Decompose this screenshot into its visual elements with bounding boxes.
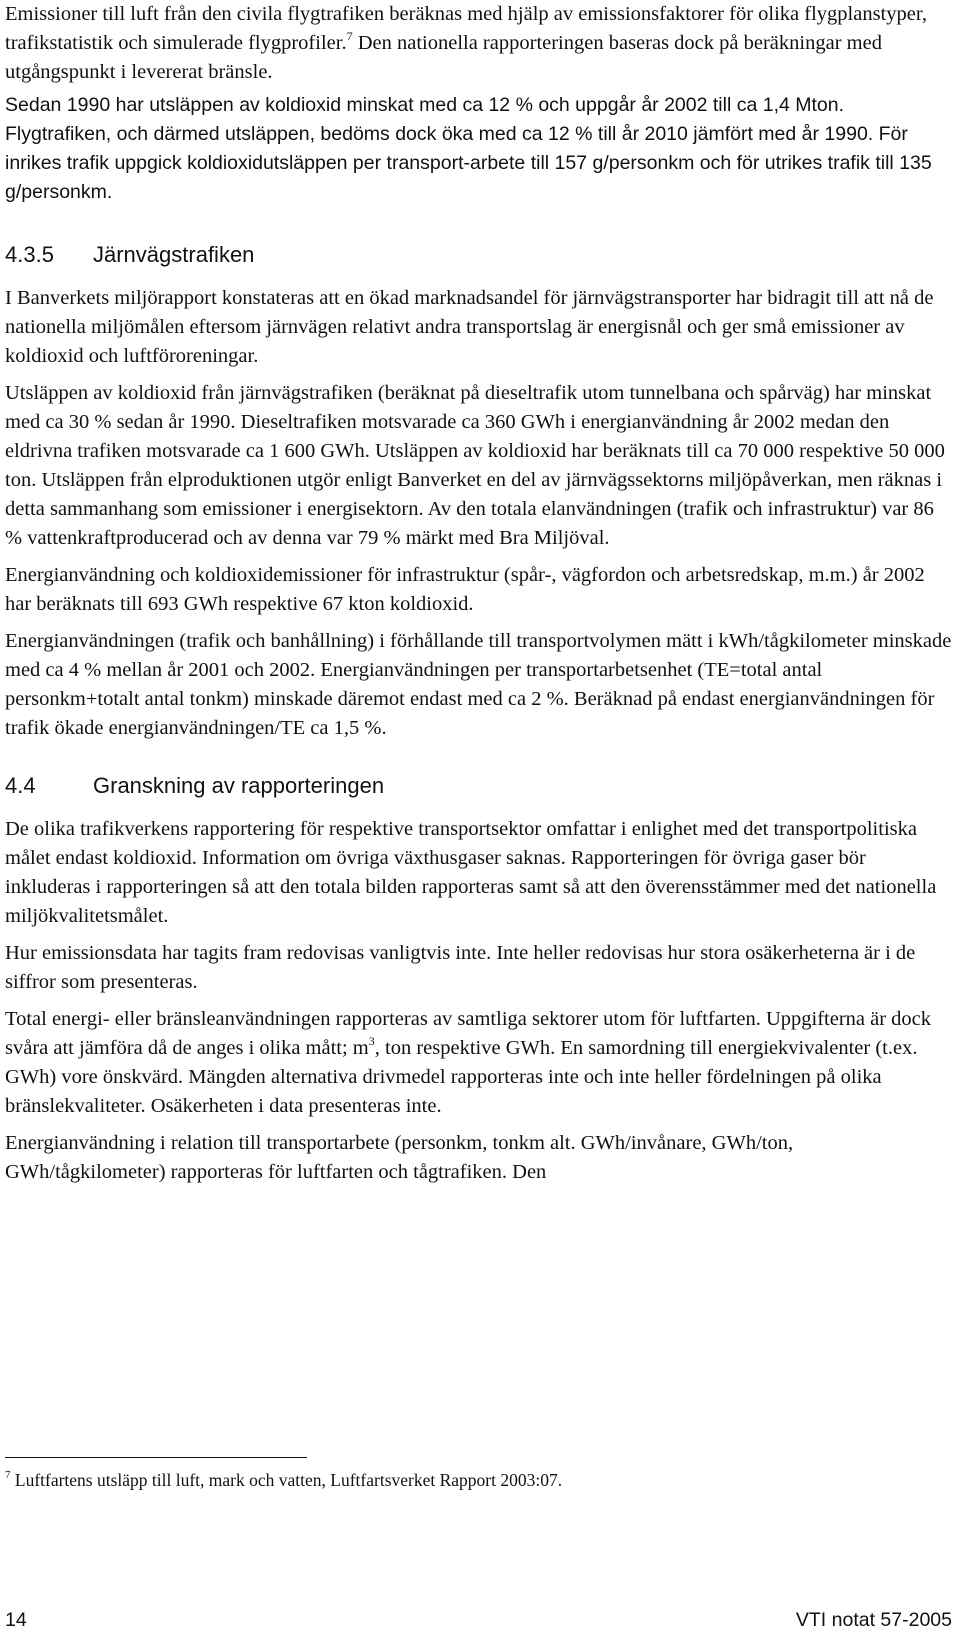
body-paragraph: Energianvändning och koldioxidemissioner för infrastruktur (spår-, vägfordon och arbetsredskap, m.m.) år 2002 har beräknats till 693 GWh respektive 67 kton koldioxid. (5, 564, 925, 615)
page-number: 14 (5, 1609, 27, 1631)
body-paragraph: Hur emissionsdata har tagits fram redovisas vanligtvis inte. Inte heller redovisas hur stora osäkerheterna är i de siffror som presenteras. (5, 942, 916, 993)
body-paragraph: De olika trafikverkens rapportering för respektive transportsektor omfattar i enlighet med det transportpolitiska målet endast koldioxid. Information om övriga växthusgaser saknas. Rapporteringen för övriga gaser bör inkluderas i rapporteringen så att den totala bilden rapporteras samt så att den överensstämmer med det nationella miljökvalitetsmålet. (5, 818, 937, 927)
footnote-divider (5, 1457, 307, 1458)
body-text-a: Total energi- eller bränsleanvändningen rapporteras av samtliga sektorer utom för luftfarten. Uppgifterna är dock svåra att jämföra då de anges i olika mått; m (5, 1008, 932, 1059)
footnote-reference[interactable]: 7 (346, 29, 353, 43)
footnote (5, 1468, 562, 1492)
section-number: 4.4 (5, 773, 36, 798)
body-paragraph: Energianvändningen (trafik och banhållning) i förhållande till transportvolymen mätt i kWh/tågkilometer minskade med ca 4 % mellan år 2001 och 2002. Energianvändningen per transportarbetsenhet (TE=total antal personkm+totalt antal tonkm) minskade däremot endast med ca 2 %. Beräknad på endast energianvändningen för trafik ökade energianvändningen/TE ca 1,5 %. (5, 630, 952, 739)
body-text-b: , ton respektive GWh. En samordning till energiekvivalenter (t.ex. GWh) vore önskvärd. Mängden alternativa drivmedel rapporteras inte och inte heller fördelningen på olika bränslekvaliteter. Osäkerheten i data presenteras inte. (5, 1037, 918, 1117)
document-page (5, 0, 955, 1195)
intro-paragraph-2: Sedan 1990 har utsläppen av koldioxid minskat med ca 12 % och uppgår år 2002 till ca 1,4 Mton. Flygtrafiken, och därmed utsläppen, bedöms dock öka med ca 12 % till år 2010 jämfört med år 1990. För inrikes trafik uppgick koldioxidutsläppen per transport-arbete till 157 g/personkm och för utrikes trafik till 135 g/personkm. (5, 94, 932, 203)
footnote-marker: 7 (5, 1469, 11, 1481)
superscript: 3 (368, 1034, 375, 1048)
body-paragraph (5, 1005, 955, 1121)
page-footer (5, 1606, 952, 1634)
section-number: 4.3.5 (5, 242, 54, 267)
section-title: Granskning av rapporteringen (93, 773, 385, 798)
section-heading-4-4 (5, 771, 955, 801)
intro-paragraph-1 (5, 0, 955, 87)
section-heading-4-3-5 (5, 240, 955, 270)
intro-text-a: Emissioner till luft från den civila flygtrafiken beräknas med hjälp av emissionsfaktorer för olika flygplanstyper, trafikstatistik och simulerade flygprofiler. (5, 3, 927, 54)
series-label: VTI notat 57-2005 (795, 1609, 952, 1631)
body-paragraph: I Banverkets miljörapport konstateras att en ökad marknadsandel för järnvägstransporter har bidragit till att nå de nationella miljömålen eftersom järnvägen relativt andra transportslag är energisnål och ger små emissioner av koldioxid och luftföroreningar. (5, 287, 934, 367)
intro-text-b: Den nationella rapporteringen baseras dock på beräkningar med utgångspunkt i levererat bränsle. (5, 32, 882, 83)
body-paragraph: Utsläppen av koldioxid från järnvägstrafiken (beräknat på dieseltrafik utom tunnelbana och spårväg) har minskat med ca 30 % sedan år 1990. Dieseltrafiken motsvarade ca 360 GWh i energianvändning år 2002 medan den eldrivna trafiken motsvarade ca 1 600 GWh. Utsläppen av koldioxid har beräknats till ca 70 000 respektive 50 000 ton. Utsläppen från elproduktionen utgör enligt Banverket en del av järnvägssektorns miljöpåverkan, men räknas i detta sammanhang som emissioner i energisektorn. Av den totala elanvändningen (trafik och infrastruktur) var 86 % vattenkraftproducerad och av denna var 79 % märkt med Bra Miljöval. (5, 382, 945, 549)
section-title: Järnvägstrafiken (93, 242, 255, 267)
footnote-text: Luftfartens utsläpp till luft, mark och vatten, Luftfartsverket Rapport 2003:07. (10, 1470, 563, 1490)
body-paragraph: Energianvändning i relation till transportarbete (personkm, tonkm alt. GWh/invånare, GWh/ton, GWh/tågkilometer) rapporteras för luftfarten och tågtrafiken. Den (5, 1132, 794, 1183)
